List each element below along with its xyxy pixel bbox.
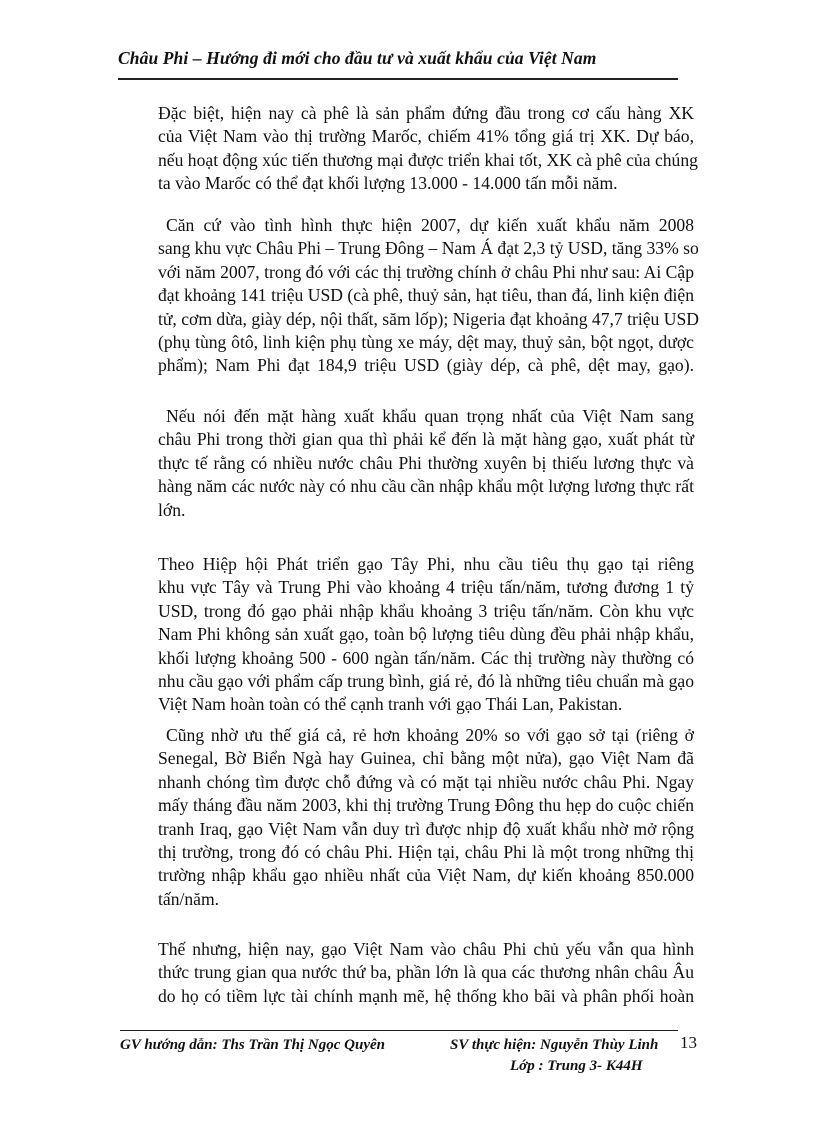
text-line: tử, cơm dừa, giày dép, nội thất, săm lốp); Nigeria đạt khoảng 47,7 triệu USD [158, 308, 699, 329]
text-line: (phụ tùng ôtô, linh kiện phụ tùng xe máy, dệt may, thuỷ sản, bột ngọt, dược [158, 332, 694, 353]
text-line: đạt khoảng 141 triệu USD (cà phê, thuỷ sản, hạt tiêu, than đá, linh kiện điện [158, 285, 694, 306]
text-line: nếu hoạt động xúc tiến thương mại được triển khai tốt, XK cà phê của chúng [158, 149, 698, 170]
text-line: Căn cứ vào tình hình thực hiện 2007, dự kiến xuất khẩu năm 2008 [166, 215, 694, 235]
text-line: lớn. [158, 499, 186, 520]
text-line: Thế nhưng, hiện nay, gạo Việt Nam vào châu Phi chủ yếu vẫn qua hình [158, 939, 694, 959]
paragraph-6 [120, 938, 694, 1008]
text-line: mấy tháng đầu năm 2003, khi thị trường Trung Đông thu hẹp do cuộc chiến [158, 795, 694, 816]
text-line: Senegal, Bờ Biển Ngà hay Guinea, chỉ bằng một nửa), gạo Việt Nam đã [158, 748, 694, 769]
text-line: Việt Nam hoàn toàn có thể cạnh tranh với gạo Thái Lan, Pakistan. [158, 694, 623, 715]
page-footer [120, 1030, 697, 1079]
text-line: nhu cầu gạo với phẩm cấp trung bình, giá rẻ, đó là những tiêu chuẩn mà gạo [158, 671, 694, 692]
advisor-credit: GV hướng dẫn: Ths Trần Thị Ngọc Quyên [120, 1037, 385, 1053]
text-line: tranh Iraq, gạo Việt Nam vẫn duy trì được nhịp độ xuất khẩu nhờ mở rộng [158, 818, 694, 839]
text-line: do họ có tiềm lực tài chính mạnh mẽ, hệ thống kho bãi và phân phối hoàn [158, 985, 694, 1006]
text-line: thị trường, trong đó có châu Phi. Hiện tại, châu Phi là một trong những thị [158, 842, 694, 863]
text-line: Đặc biệt, hiện nay cà phê là sản phẩm đứng đầu trong cơ cấu hàng XK [158, 103, 694, 123]
header-title: Châu Phi – Hướng đi mới cho đầu tư và xuất khẩu của Việt Nam [118, 48, 597, 68]
text-line: châu Phi trong thời gian qua thì phải kể đến là mặt hàng gạo, xuất phát từ [158, 429, 694, 450]
text-line: thực tế rằng có nhiều nước châu Phi thường xuyên bị thiếu lương thực và [158, 452, 694, 473]
student-credit: SV thực hiện: Nguyễn Thùy Linh [450, 1037, 659, 1053]
text-line: trường nhập khẩu gạo nhiều nhất của Việt Nam, dự kiến khoảng 850.000 [158, 865, 694, 886]
text-line: thức trung gian qua nước thứ ba, phần lớn là qua các thương nhân châu Âu [158, 962, 694, 983]
text-line: của Việt Nam vào thị trường Marốc, chiếm 41% tổng giá trị XK. Dự báo, [158, 126, 694, 147]
paragraph-4 [120, 553, 694, 717]
text-line: sang khu vực Châu Phi – Trung Đông – Nam Á đạt 2,3 tỷ USD, tăng 33% so [158, 238, 699, 259]
text-line: với năm 2007, trong đó với các thị trường chính ở châu Phi như sau: Ai Cập [158, 261, 694, 282]
page-header [118, 48, 678, 69]
text-line: Theo Hiệp hội Phát triển gạo Tây Phi, nhu cầu tiêu thụ gạo tại riêng [158, 554, 694, 574]
text-line: Cũng nhờ ưu thế giá cả, rẻ hơn khoảng 20% so với gạo sở tại (riêng ở [166, 725, 694, 745]
text-line: Nam Phi không sản xuất gạo, toàn bộ lượng tiêu dùng đều phải nhập khẩu, [158, 624, 694, 645]
text-line: nhanh chóng tìm được chỗ đứng và có mặt tại nhiều nước châu Phi. Ngay [158, 771, 694, 792]
text-line: USD, trong đó gạo phải nhập khẩu khoảng 3 triệu tấn/năm. Còn khu vực [158, 600, 694, 621]
paragraph-3 [120, 405, 694, 522]
text-line: hàng năm các nước này có nhu cầu cần nhập khẩu một lượng lương thực rất [158, 476, 694, 497]
text-line: Nếu nói đến mặt hàng xuất khẩu quan trọng nhất của Việt Nam sang [166, 406, 694, 426]
class-credit: Lớp : Trung 3- K44H [510, 1058, 643, 1074]
page-number: 13 [680, 1033, 697, 1052]
text-line: khối lượng khoảng 500 - 600 ngàn tấn/năm. Các thị trường này thường có [158, 647, 694, 668]
text-line: khu vực Tây và Trung Phi vào khoảng 4 triệu tấn/năm, tương đương 1 tỷ [158, 577, 694, 598]
paragraph-2 [120, 214, 699, 378]
text-line: tấn/năm. [158, 888, 220, 909]
paragraph-1 [120, 102, 698, 196]
paragraph-5 [120, 724, 694, 911]
text-line: phẩm); Nam Phi đạt 184,9 triệu USD (giày dép, cà phê, dệt may, gạo). [158, 355, 694, 376]
header-rule [118, 78, 678, 80]
text-line: ta vào Marốc có thể đạt khối lượng 13.000 - 14.000 tấn mỗi năm. [158, 173, 618, 194]
